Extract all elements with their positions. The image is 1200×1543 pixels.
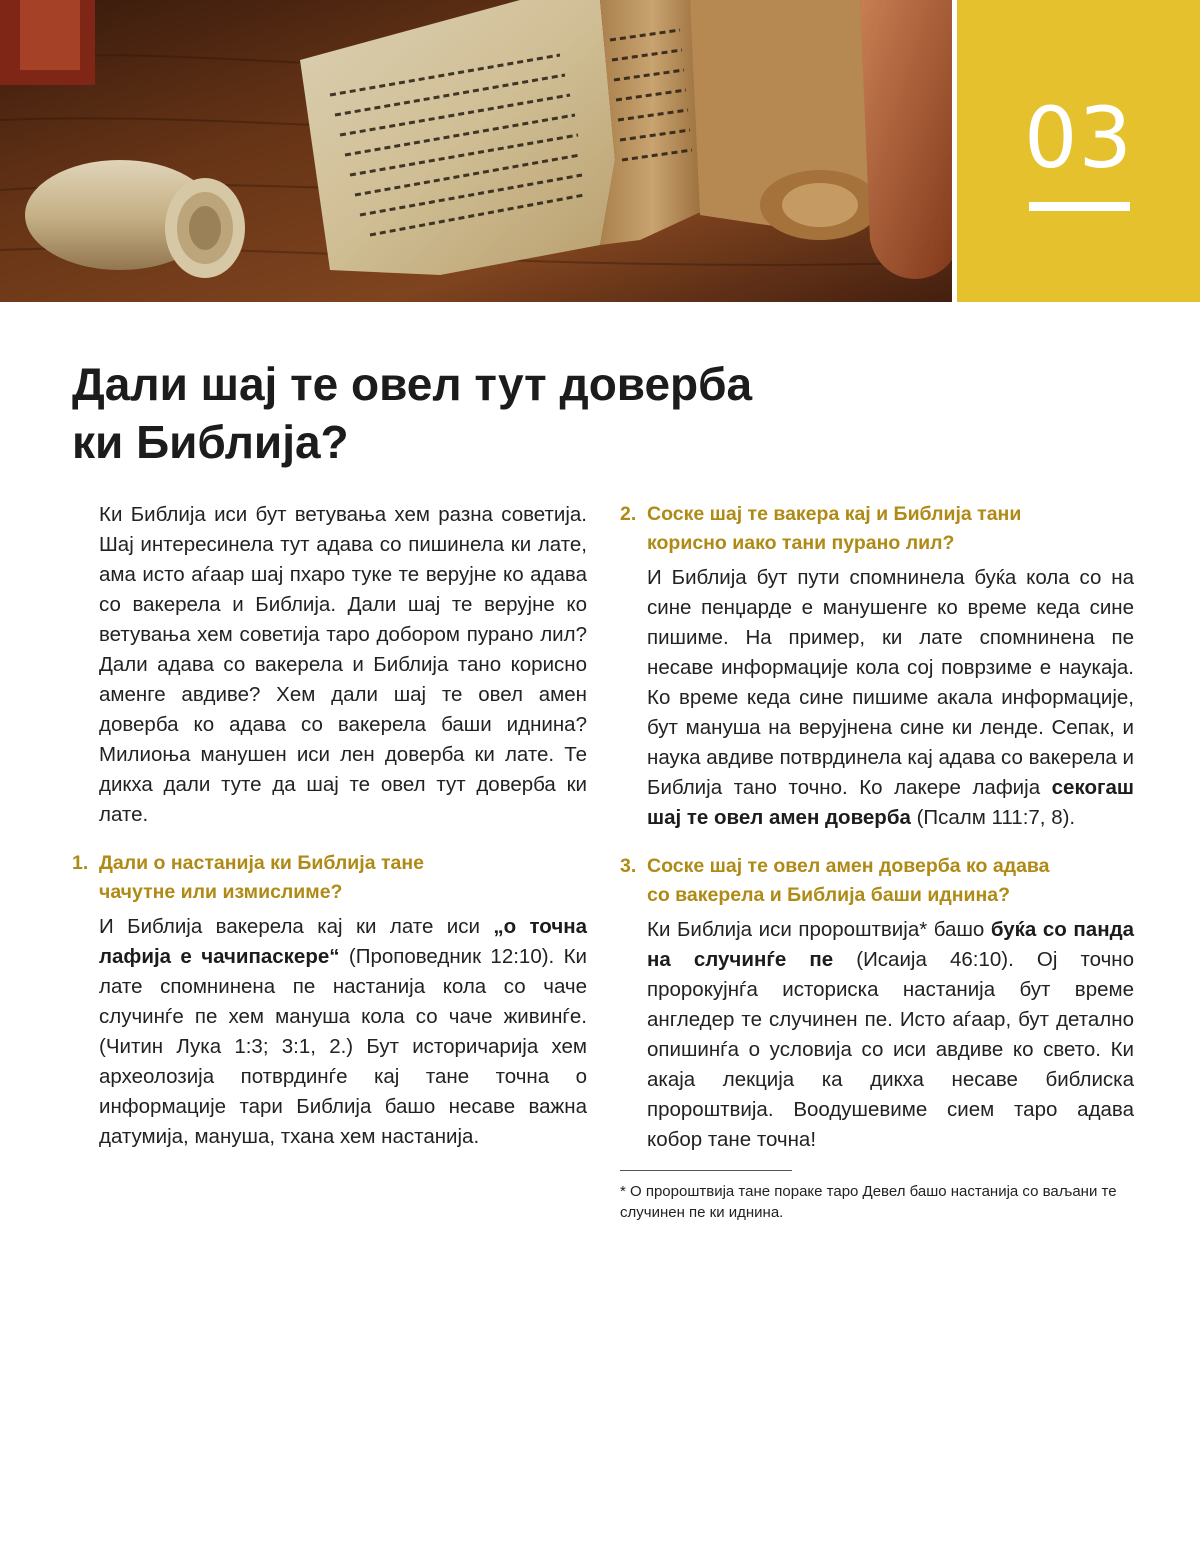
answer-2-quote: секогаш шај те овел амен доверба: [647, 776, 1134, 829]
left-column: [72, 500, 587, 1152]
question-2-heading: [620, 500, 1134, 558]
question-3-heading: [620, 852, 1134, 910]
question-1-heading: [72, 849, 587, 907]
lesson-number-underline: [1029, 202, 1130, 211]
question-3-number: 3.: [620, 855, 637, 877]
title-line-1: Дали шај те овел тут доверба: [72, 358, 753, 410]
lesson-number-box: [957, 0, 1200, 302]
answer-3-quote: буќа со панда на случинѓе пе: [647, 918, 1134, 971]
answer-1-quote: „о точна лафија е чачипаскере“: [99, 915, 588, 968]
question-3-heading-line-2: со вакерела и Библија баши иднина?: [647, 884, 1010, 906]
question-3-heading-line-1: Соске шај те овел амен доверба ко адава: [647, 855, 1050, 877]
title-line-2: ки Библија?: [72, 416, 349, 468]
question-2-heading-line-1: Соске шај те вакера кај и Библија тани: [647, 503, 1022, 525]
footnote: * О пророштвија тане пораке таро Девел башо настанија со ваљани те случинен пе ки иднина.: [620, 1183, 1117, 1221]
question-1-number: 1.: [72, 852, 89, 874]
intro-paragraph: Ки Библија иси бут ветувања хем разна советија. Шај интересинела тут адава со пишинела ки лате, ама исто аѓаар шај пхаро туке те верујне ко адава со вакерела и Библија. Дали шај те верујне ко ветувања хем советија таро добором пурано лил? Дали адава со вакерела и Библија тано корисно аменге авдиве? Хем дали шај те овел амен доверба ко адава со вакерела баши иднина? Милиоња манушен иси лен доверба ки лате. Те дикха дали туте да шај те овел тут доверба ки лате.: [99, 503, 587, 826]
page-title: [72, 355, 892, 471]
answer-1-paragraph: И Библија вакерела кај ки лате иси „о точна лафија е чачипаскере“ (Проповедник 12:10). Ки лате спомнинена пе настанија кола со чаче случинѓе пе хем мануша кола со чаче живинѓе. (Читин Лука 1:3; 3:1, 2.) Бут историчарија хем археолозија потврдинѓе кај тане точна о информације тари Библија башо несаве важна датумија, мануша, тхана хем настанија.: [99, 915, 588, 1148]
answer-3-paragraph: Ки Библија иси пророштвија* башо буќа со панда на случинѓе пе (Исаија 46:10). Ој точно пророкујнѓа историска настанија бут време англедер те случинен пе. Исто аѓаар, бут детално опишинѓа о условија со иси авдиве ко свето. Ки акаја лекција ка дикха несаве библиска пророштвија. Воодушевиме сием таро адава кобор тане точна!: [647, 918, 1134, 1151]
footnote-divider: [620, 1170, 792, 1171]
hero-image: [0, 0, 952, 302]
question-1-heading-line-1: Дали о настанија ки Библија тане: [99, 852, 424, 874]
lesson-number: 03: [1024, 89, 1133, 187]
right-column: [620, 500, 1134, 1223]
question-2-heading-line-2: корисно иако тани пурано лил?: [647, 532, 955, 554]
answer-2-paragraph: И Библија бут пути спомнинела буќа кола со на сине пенџарде е манушенге ко време кеда сине пишиме. На пример, ки лате спомнинена пе несаве информације кола сој поврзиме е наукаја. Ко време кеда сине пишиме акала информације, бут мануша на верујнена сине ки ленде. Сепак, и наука авдиве потврдинела кај адава со вакерела и Библија тано точно. Ко лакере лафија секогаш шај те овел амен доверба (Псалм 111:7, 8).: [647, 566, 1134, 829]
question-1-heading-line-2: чачутне или измислиме?: [99, 881, 343, 903]
question-2-number: 2.: [620, 503, 637, 525]
